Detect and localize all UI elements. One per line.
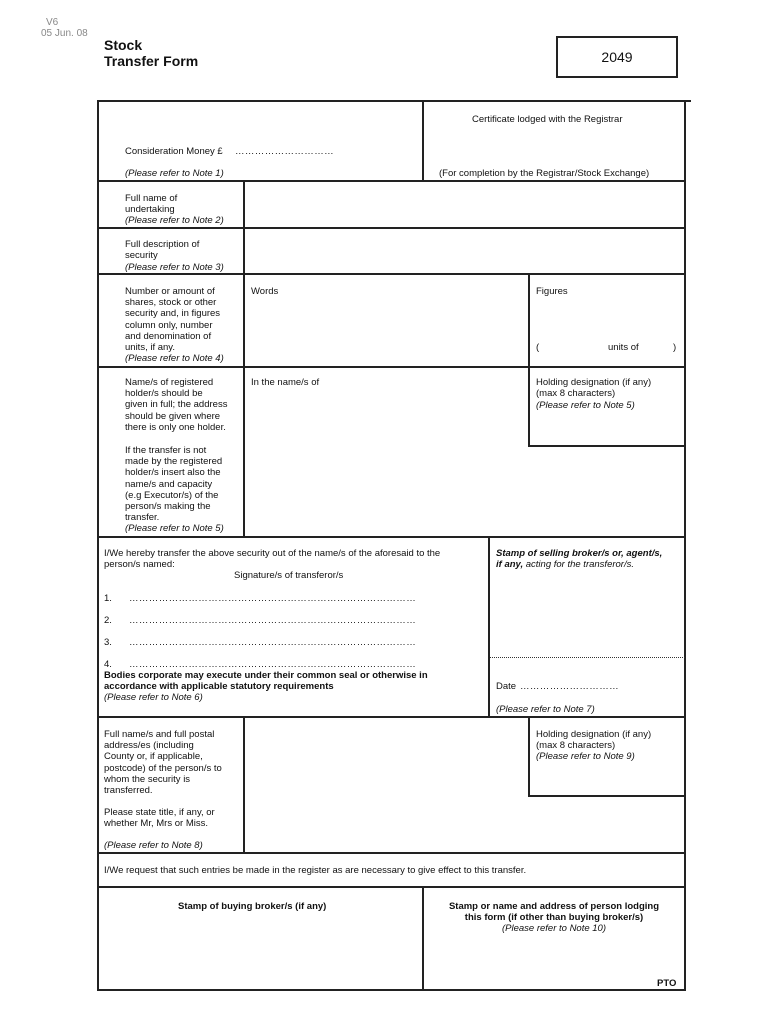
- registered-holders-label: Name/s of registered holder/s should be given in full; the address should be given where there is only one holder.: [125, 377, 228, 433]
- consideration-money-field[interactable]: …………………………: [235, 146, 334, 157]
- bodies-corporate-text: Bodies corporate may execute under their common seal or otherwise in accordance with applicable statutory requirements: [104, 670, 428, 693]
- lodging-stamp-label: Stamp or name and address of person lodging this form (if other than buying broker/s): [448, 901, 660, 924]
- holding-designation-note5: (Please refer to Note 5): [536, 400, 635, 411]
- amount-figures-field[interactable]: [531, 300, 681, 338]
- security-description-field[interactable]: [246, 230, 683, 272]
- signature-line-2[interactable]: ……………………………………………………………………………: [129, 615, 417, 626]
- note2: (Please refer to Note 2): [125, 215, 224, 226]
- note6: (Please refer to Note 6): [104, 692, 203, 703]
- note9: (Please refer to Note 9): [536, 751, 635, 762]
- transferee-address-field[interactable]: [246, 719, 526, 850]
- amount-label: Number or amount of shares, stock or other security and, in figures column only, number and denomination of units, if any.: [125, 286, 221, 354]
- units-open-paren: (: [536, 342, 540, 353]
- selling-broker-stamp-bold: Stamp of selling broker/s or, agent/s, if any,: [496, 548, 663, 571]
- note1: (Please refer to Note 1): [125, 168, 224, 179]
- note7: (Please refer to Note 7): [496, 704, 595, 715]
- completion-note: (For completion by the Registrar/Stock Exchange): [439, 168, 650, 179]
- note5: (Please refer to Note 5): [125, 523, 224, 534]
- transfer-capacity-label: If the transfer is not made by the registered holder/s insert also the name/s and capacity (e.g Executor/s) of the person/s making the transfer.: [125, 445, 223, 524]
- date-label: Date: [496, 681, 517, 692]
- signature-number: 3.: [104, 637, 112, 648]
- registered-holders-field[interactable]: [246, 390, 526, 534]
- buying-broker-stamp-area[interactable]: [100, 915, 420, 987]
- signature-label: Signature/s of transferor/s: [234, 570, 344, 581]
- date-field[interactable]: …………………………: [520, 681, 619, 692]
- version-date: 05 Jun. 08: [41, 28, 88, 39]
- transferee-title-label: Please state title, if any, or whether Mr, Mrs or Miss.: [104, 807, 215, 830]
- register-request-text: I/We request that such entries be made in the register as are necessary to give effect to this transfer.: [104, 865, 527, 876]
- note3: (Please refer to Note 3): [125, 262, 224, 273]
- undertaking-field[interactable]: [246, 183, 683, 226]
- transferee-holding-designation-label: Holding designation (if any) (max 8 characters): [536, 729, 652, 752]
- transferee-holding-designation-field[interactable]: [531, 765, 681, 793]
- form-number-box: [556, 36, 678, 78]
- note4: (Please refer to Note 4): [125, 353, 224, 364]
- signature-number: 2.: [104, 615, 112, 626]
- buying-broker-stamp-label: Stamp of buying broker/s (if any): [178, 901, 327, 912]
- selling-broker-stamp-label: [496, 548, 662, 570]
- certificate-label: Certificate lodged with the Registrar: [472, 114, 623, 125]
- figures-label: Figures: [536, 286, 568, 297]
- selling-broker-stamp-area[interactable]: [491, 572, 683, 654]
- security-description-label: Full description of security: [125, 239, 200, 262]
- signature-line-1[interactable]: ……………………………………………………………………………: [129, 593, 417, 604]
- holding-designation-field[interactable]: [531, 414, 681, 443]
- version-label: V6: [46, 17, 59, 28]
- holding-designation-label: Holding designation (if any) (max 8 characters): [536, 377, 652, 400]
- units-close-paren: ): [673, 342, 677, 353]
- amount-words-field[interactable]: [246, 300, 526, 364]
- signature-number: 4.: [104, 659, 112, 670]
- selling-broker-stamp-rest: acting for the transferor/s.: [523, 559, 634, 571]
- form-title-line1: Stock: [104, 37, 143, 53]
- signature-line-4[interactable]: ……………………………………………………………………………: [129, 659, 417, 670]
- undertaking-label: Full name of undertaking: [125, 193, 178, 216]
- units-of-label: units of: [608, 342, 639, 353]
- consideration-money-label: Consideration Money £: [125, 146, 223, 157]
- note10: (Please refer to Note 10): [501, 923, 607, 934]
- transfer-declaration: I/We hereby transfer the above security out of the name/s of the aforesaid to the person/s named:: [104, 548, 441, 571]
- signature-line-3[interactable]: ……………………………………………………………………………: [129, 637, 417, 648]
- note8: (Please refer to Note 8): [104, 840, 203, 851]
- form-number: 2049: [601, 49, 633, 65]
- names-of-label: In the name/s of: [251, 377, 320, 388]
- form-title-line2: Transfer Form: [104, 53, 199, 69]
- transferee-address-label: Full name/s and full postal address/es (including County or, if applicable, postcode) of the person/s to whom the security is transferred.: [104, 729, 222, 797]
- lodging-stamp-area[interactable]: [425, 937, 683, 977]
- words-label: Words: [251, 286, 279, 297]
- pto-label: PTO: [657, 978, 677, 989]
- signature-number: 1.: [104, 593, 112, 604]
